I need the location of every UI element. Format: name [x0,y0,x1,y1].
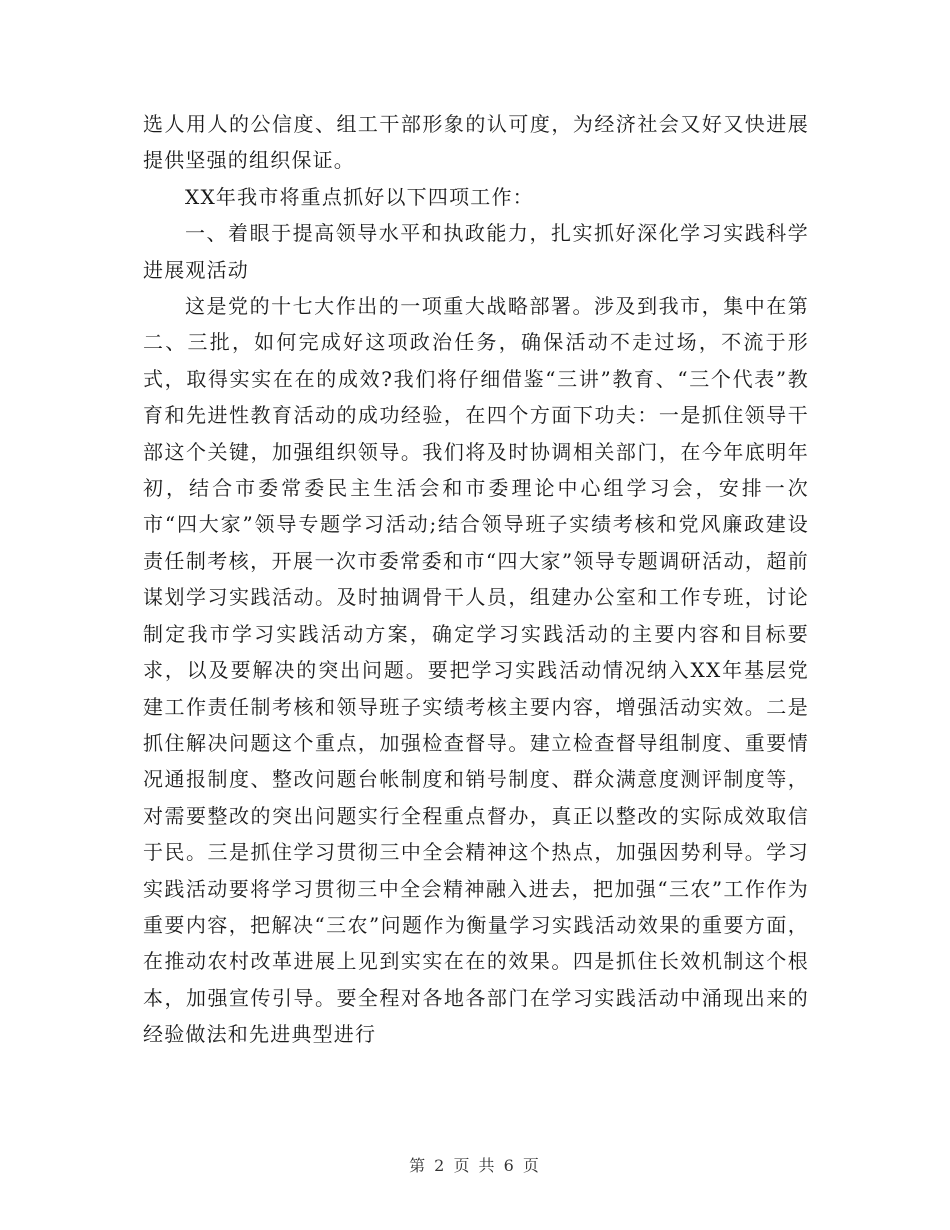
page-number-footer: 第 2 页 共 6 页 [409,1156,541,1175]
paragraph-continuation: 选人用人的公信度、组工干部形象的认可度，为经济社会又好又快进展提供坚强的组织保证。 [143,112,809,173]
section-heading-one: 一、着眼于提高领导水平和执政能力，扎实抓好深化学习实践科学进展观活动 [143,221,809,282]
document-body [143,106,809,1053]
paragraph-body: 这是党的十七大作出的一项重大战略部署。涉及到我市，集中在第二、三批，如何完成好这项政治任务，确保活动不走过场，不流于形式，取得实实在在的成效?我们将仔细借鉴“三讲”教育、“三个代表”教育和先进性教育活动的成功经验，在四个方面下功夫：一是抓住领导干部这个关键，加强组织领导。我们将及时协调相关部门，在今年底明年初，结合市委常委民主生活会和市委理论中心组学习会，安排一次市“四大家”领导专题学习活动;结合领导班子实绩考核和党风廉政建设责任制考核，开展一次市委常委和市“四大家”领导专题调研活动，超前谋划学习实践活动。及时抽调骨干人员，组建办公室和工作专班，讨论制定我市学习实践活动方案，确定学习实践活动的主要内容和目标要求，以及要解决的突出问题。要把学习实践活动情况纳入XX年基层党建工作责任制考核和领导班子实绩考核主要内容，增强活动实效。二是抓住解决问题这个重点，加强检查督导。建立检查督导组制度、重要情况通报制度、整改问题台帐制度和销号制度、群众满意度测评制度等，对需要整改的突出问题实行全程重点督办，真正以整改的实际成效取信于民。三是抓住学习贯彻三中全会精神这个热点，加强因势利导。学习实践活动要将学习贯彻三中全会精神融入进去，把加强“三农”工作作为重要内容，把解决“三农”问题作为衡量学习实践活动效果的重要方面，在推动农村改革进展上见到实实在在的效果。四是抓住长效机制这个根本，加强宣传引导。要全程对各地各部门在学习实践活动中涌现出来的经验做法和先进典型进行 [143,294,809,1047]
paragraph-intro: XX年我市将重点抓好以下四项工作： [185,184,534,209]
